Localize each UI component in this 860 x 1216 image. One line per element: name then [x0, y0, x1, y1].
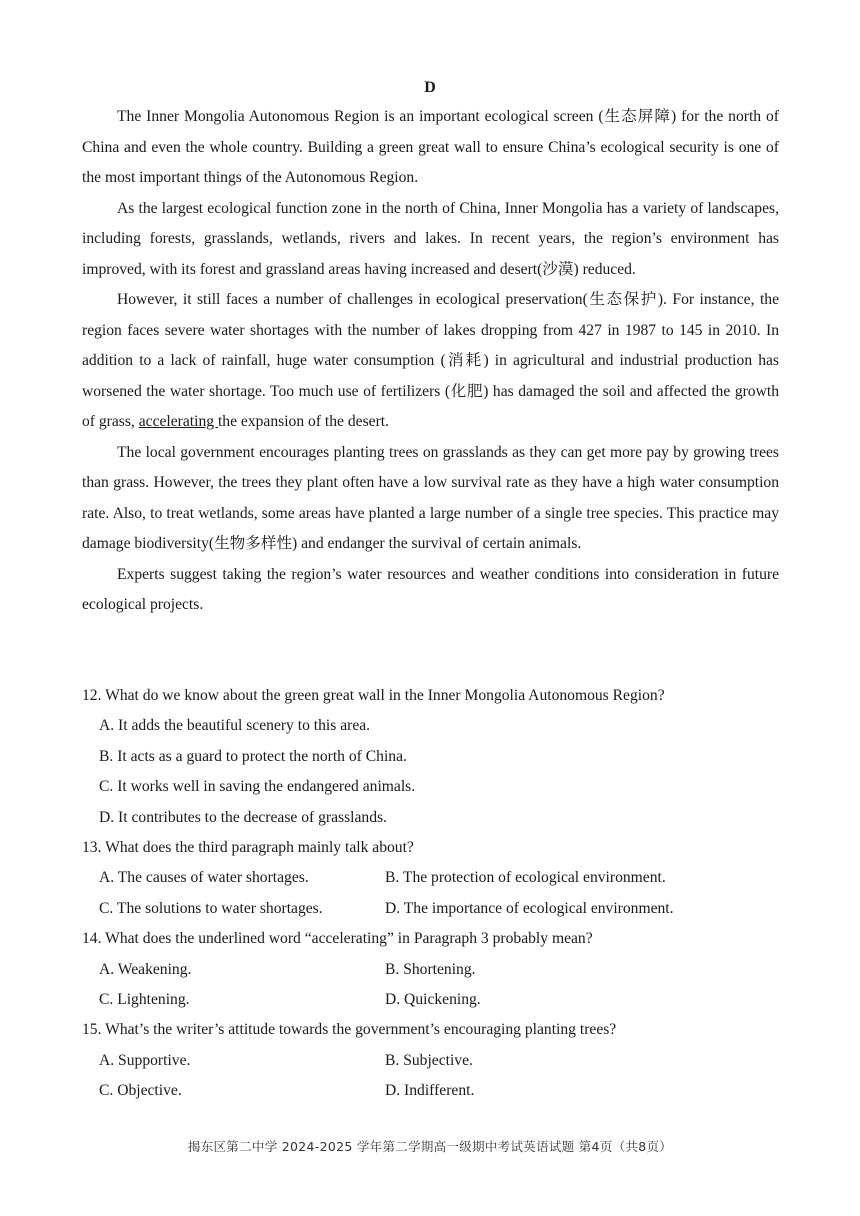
- paragraph-2: As the largest ecological function zone in the north of China, Inner Mongolia has a variety of landscapes, including forests, grasslands, wetlands, rivers and lakes. In recent years, the region’s environment has improved, with its forest and grassland areas having increased and desert(沙漠) reduced.: [82, 199, 779, 278]
- question-15-row-1: [99, 1046, 782, 1076]
- paragraph-4: The local government encourages planting trees on grasslands as they can get more pay by growing trees than grass. However, the trees they plant often have a low survival rate as they have a high water consumption rate. Also, to treat wetlands, some areas have planted a large number of a single tree species. This practice may damage biodiversity(生物多样性) and endanger the survival of certain animals.: [82, 443, 779, 552]
- paragraph-1: The Inner Mongolia Autonomous Region is an important ecological screen (生态屏障) for the north of China and even the whole country. Building a green great wall to ensure China’s ecological security is one of the most important things of the Autonomous Region.: [82, 108, 779, 186]
- question-15-stem: 15. What’s the writer’s attitude towards the government’s encouraging planting trees?: [82, 1021, 617, 1039]
- paragraph-3-end: the expansion of the desert.: [217, 413, 389, 430]
- question-list: [82, 681, 782, 1107]
- question-12-option-d: D. It contributes to the decrease of grasslands.: [99, 808, 387, 826]
- paragraph-5: Experts suggest taking the region’s water resources and weather conditions into consideration in future ecological projects.: [82, 565, 779, 613]
- question-14-option-a: A. Weakening.: [99, 960, 192, 978]
- section-title: D: [424, 79, 436, 96]
- paragraph-3: [82, 285, 779, 438]
- question-15-option-b: B. Subjective.: [385, 1051, 473, 1069]
- question-13-option-d: D. The importance of ecological environment.: [385, 899, 674, 917]
- question-14-row-2: [99, 985, 782, 1015]
- question-14-option-b: B. Shortening.: [385, 960, 476, 978]
- question-14-option-c: C. Lightening.: [99, 991, 190, 1009]
- question-14-row-1: [99, 955, 782, 985]
- question-12-option-a: A. It adds the beautiful scenery to this area.: [99, 717, 371, 735]
- question-13-row-1: [99, 863, 782, 893]
- page-footer: 揭东区第二中学 2024-2025 学年第二学期高一级期中考试英语试题 第4页（共8页）: [187, 1139, 673, 1154]
- paragraph-3-text: However, it still faces a number of challenges in ecological preservation(生态保护). For instance, the region faces severe water shortages with the number of lakes dropping from 427 in 1987 to 145 in 2010. In addition to a lack of rainfall, huge water consumption (消耗) in agricultural and industrial production has worsened the water shortage. Too much use of fertilizers (化肥) has damaged the soil and affected the growth of grass,: [82, 291, 779, 430]
- question-12-option-b: B. It acts as a guard to protect the north of China.: [99, 747, 407, 765]
- question-12-stem: 12. What do we know about the green great wall in the Inner Mongolia Autonomous Region?: [82, 687, 665, 704]
- question-12-option-c: C. It works well in saving the endangered animals.: [99, 778, 416, 796]
- question-14-option-d: D. Quickening.: [385, 991, 481, 1009]
- question-13-row-2: [99, 894, 782, 924]
- question-13-option-a: A. The causes of water shortages.: [99, 869, 309, 887]
- question-15-option-d: D. Indifferent.: [385, 1082, 475, 1100]
- question-15-row-2: [99, 1076, 782, 1106]
- question-13-stem: 13. What does the third paragraph mainly talk about?: [82, 839, 414, 857]
- question-13-option-c: C. The solutions to water shortages.: [99, 899, 323, 917]
- question-15-option-c: C. Objective.: [99, 1082, 182, 1100]
- underlined-word: accelerating: [138, 413, 218, 430]
- question-13-option-b: B. The protection of ecological environment.: [385, 869, 666, 887]
- reading-passage: [82, 102, 779, 621]
- question-15-option-a: A. Supportive.: [99, 1051, 191, 1069]
- question-14-stem: 14. What does the underlined word “accelerating” in Paragraph 3 probably mean?: [82, 930, 593, 948]
